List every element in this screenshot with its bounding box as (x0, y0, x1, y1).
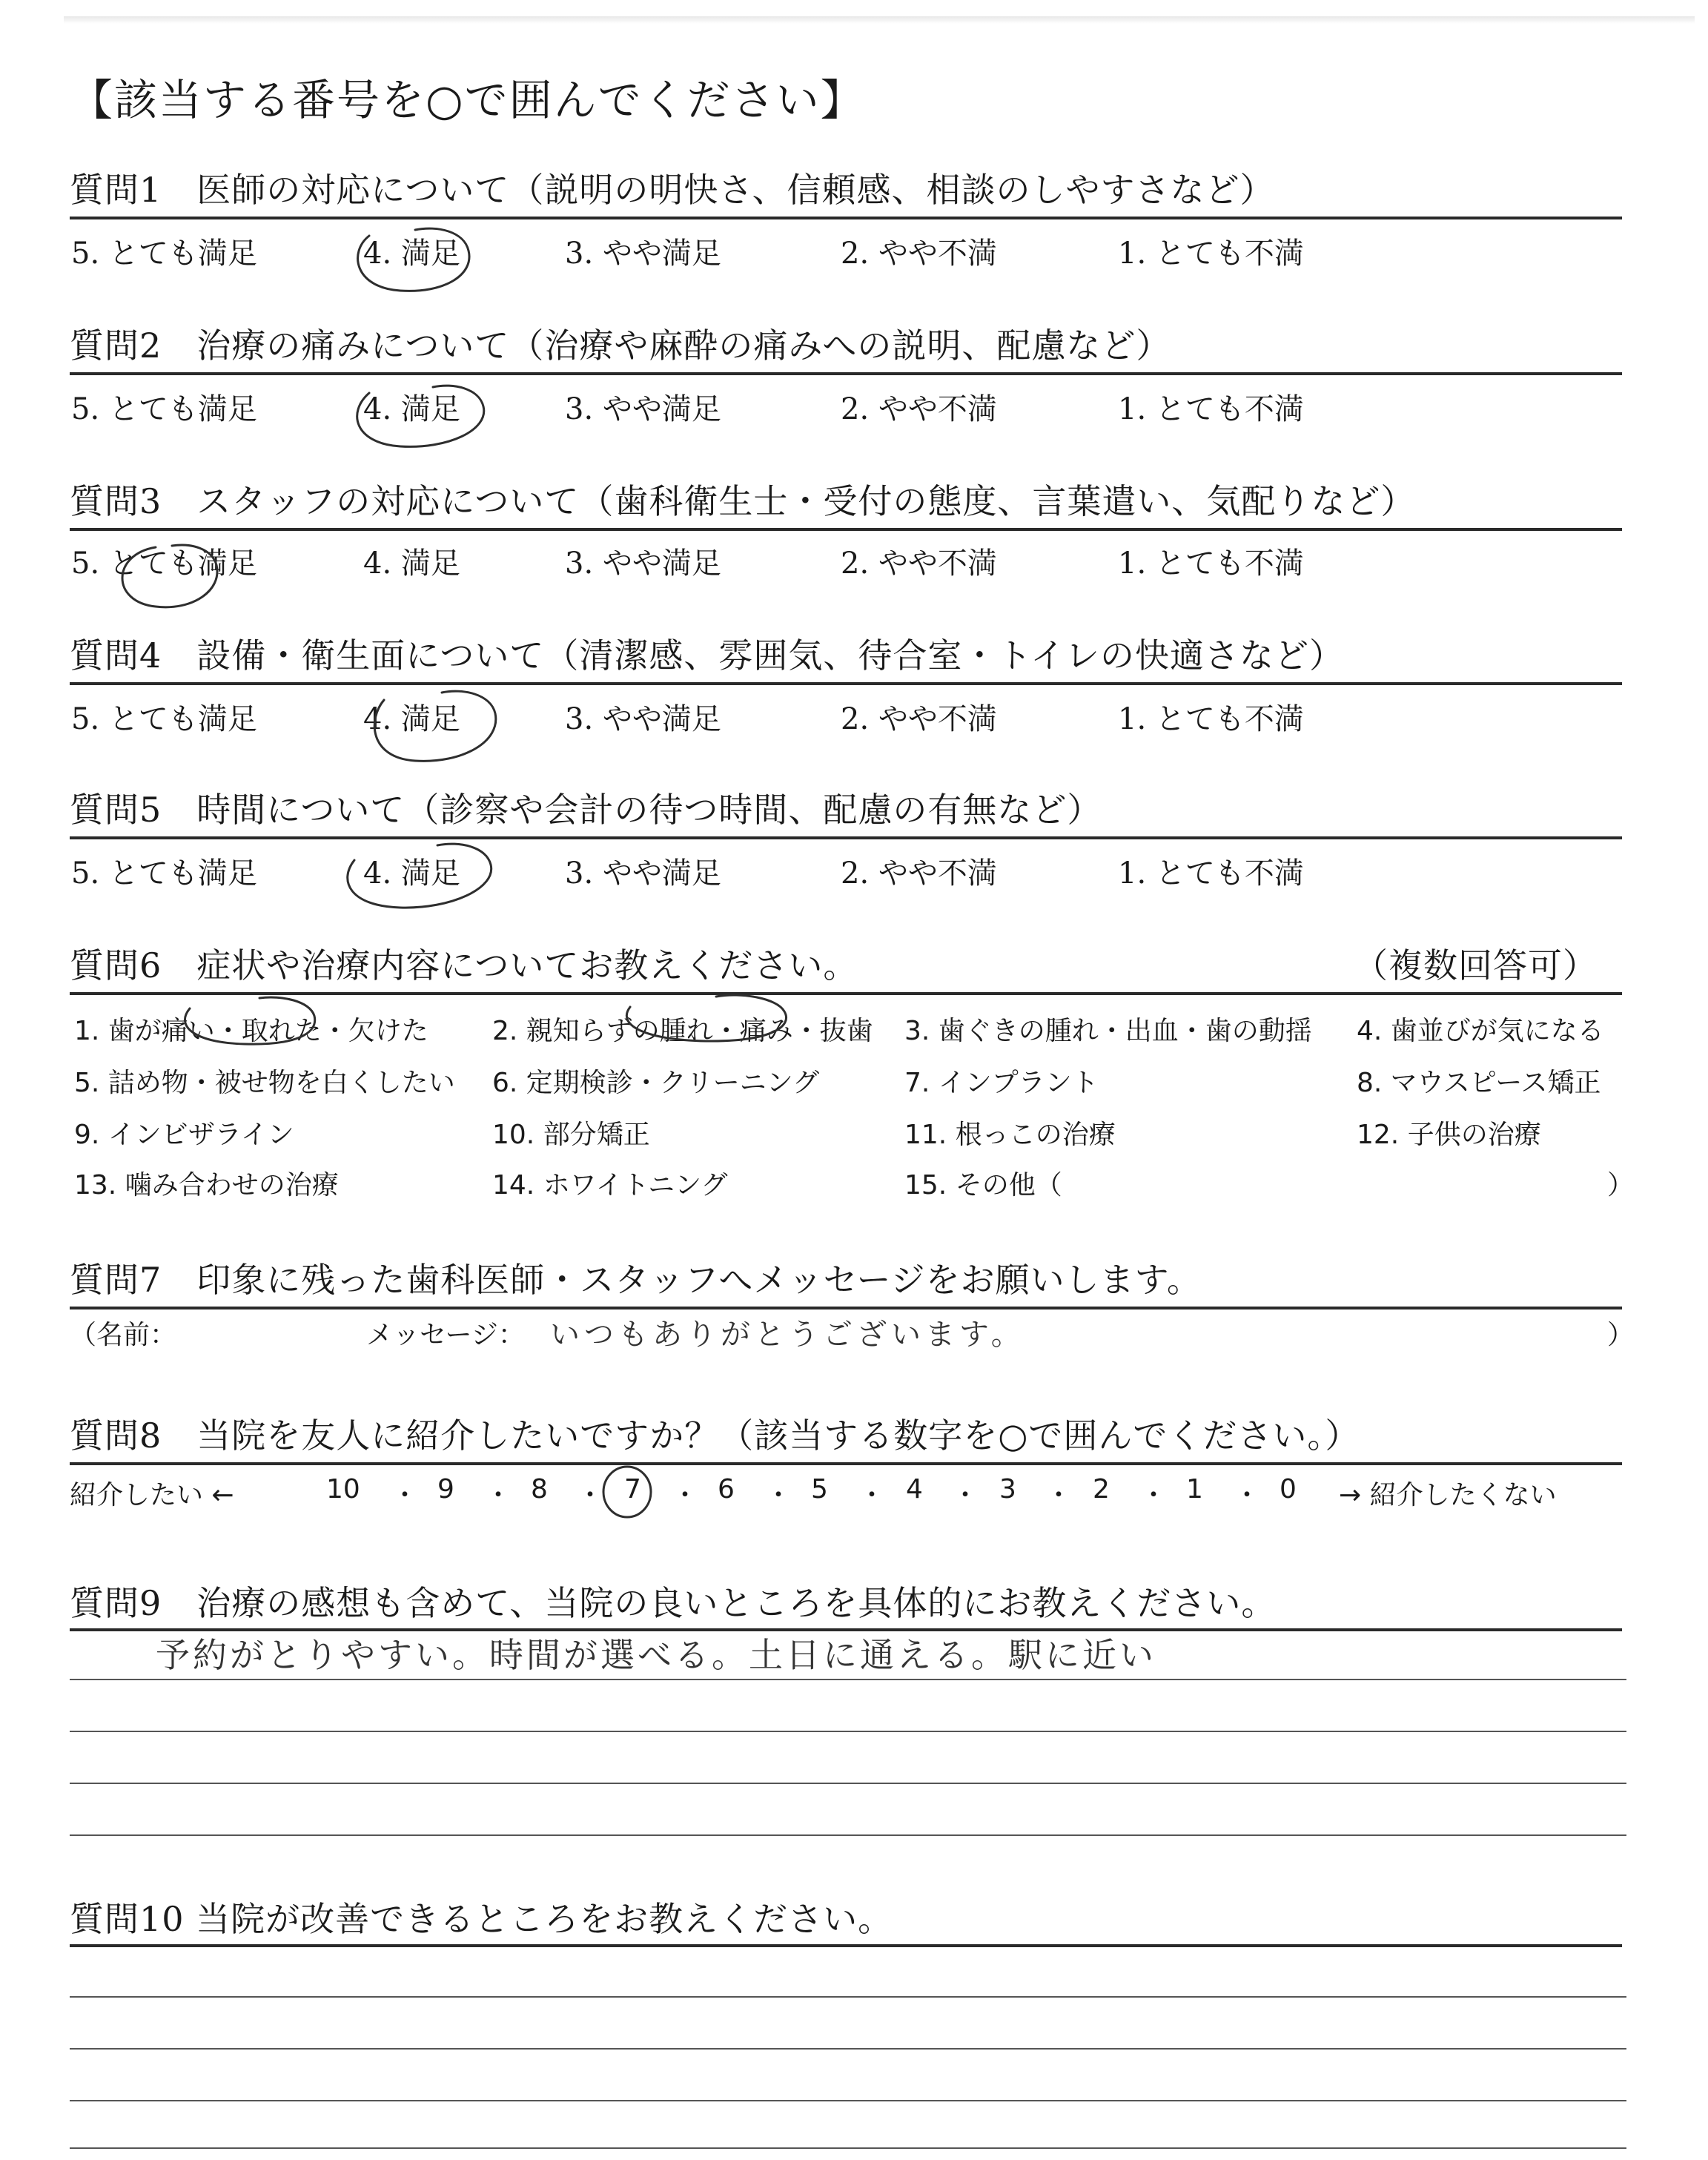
q8-scale-5[interactable]: 5 (811, 1474, 828, 1505)
q8-scale-7[interactable]: 7 (624, 1474, 641, 1505)
question-2-divider (70, 372, 1622, 375)
q8-scale-8[interactable]: 8 (531, 1474, 548, 1505)
q5-option-2[interactable]: 2. やや不満 (841, 856, 997, 891)
q8-separator: ・ (391, 1480, 419, 1510)
q8-separator: ・ (1045, 1480, 1073, 1510)
q6-item-15[interactable]: 15. その他（ (904, 1170, 1062, 1200)
q8-separator: ・ (672, 1480, 699, 1510)
question-5-divider (70, 836, 1622, 839)
q5-option-1[interactable]: 1. とても不満 (1118, 856, 1304, 891)
q4-option-5[interactable]: 5. とても満足 (71, 702, 257, 736)
q8-separator: ・ (1234, 1480, 1261, 1510)
q2-option-5[interactable]: 5. とても満足 (71, 392, 257, 426)
q8-separator: ・ (765, 1480, 792, 1510)
question-5-title: 質問5 時間について（診察や会計の待つ時間、配慮の有無など） (70, 790, 1102, 830)
q8-separator: ・ (577, 1480, 604, 1510)
form-heading: 【該当する番号を○で囲んでください】 (70, 75, 865, 125)
q8-separator: ・ (1140, 1480, 1168, 1510)
q10-answer-line (70, 1996, 1626, 1998)
q6-item-9[interactable]: 9. インビザライン (74, 1120, 294, 1150)
q6-item-3[interactable]: 3. 歯ぐきの腫れ・出血・歯の動揺 (904, 1016, 1312, 1046)
q8-scale-6[interactable]: 6 (718, 1474, 735, 1505)
question-2-title: 質問2 治療の痛みについて（治療や麻酔の痛みへの説明、配慮など） (70, 326, 1171, 366)
question-8-title: 質問8 当院を友人に紹介したいですか？（該当する数字を○で囲んでください。） (70, 1416, 1360, 1456)
q3-option-5[interactable]: 5. とても満足 (71, 546, 257, 581)
q6-item-5[interactable]: 5. 詰め物・被せ物を白くしたい (74, 1068, 455, 1098)
q4-option-2[interactable]: 2. やや不満 (841, 702, 997, 736)
q2-option-3[interactable]: 3. やや満足 (565, 392, 721, 426)
q1-option-2[interactable]: 2. やや不満 (841, 237, 997, 271)
question-4-divider (70, 682, 1622, 685)
q5-option-4[interactable]: 4. 満足 (363, 856, 460, 891)
q8-scale-2[interactable]: 2 (1093, 1474, 1110, 1505)
q10-answer-line (70, 2048, 1626, 2050)
question-9-title: 質問9 治療の感想も含めて、当院の良いところを具体的にお教えください。 (70, 1583, 1277, 1623)
q6-item-4[interactable]: 4. 歯並びが気になる (1357, 1016, 1604, 1046)
question-8-divider (70, 1462, 1622, 1465)
q6-item-8[interactable]: 8. マウスピース矯正 (1357, 1068, 1601, 1098)
q1-option-3[interactable]: 3. やや満足 (565, 237, 721, 271)
q10-answer-line (70, 2100, 1626, 2101)
q10-answer-line (70, 2147, 1626, 2149)
q8-left-label: 紹介したい ← (70, 1480, 234, 1510)
q8-scale-0[interactable]: 0 (1280, 1474, 1297, 1505)
q7-name-label: （名前： (70, 1320, 177, 1350)
q8-scale-3[interactable]: 3 (999, 1474, 1016, 1505)
q6-item-2[interactable]: 2. 親知らずの腫れ・痛み・抜歯 (492, 1016, 873, 1046)
question-3-title: 質問3 スタッフの対応について（歯科衛生士・受付の態度、言葉遣い、気配りなど） (70, 481, 1416, 521)
question-4-title: 質問4 設備・衛生面について（清潔感、雰囲気、待合室・トイレの快適さなど） (70, 635, 1345, 676)
q2-option-4[interactable]: 4. 満足 (363, 392, 460, 426)
q2-option-2[interactable]: 2. やや不満 (841, 392, 997, 426)
q7-message-value[interactable]: いつもありがとうございます。 (550, 1318, 1025, 1352)
question-10-title: 質問10 当院が改善できるところをお教えください。 (70, 1899, 893, 1939)
q8-separator: ・ (858, 1480, 886, 1510)
q8-scale-9[interactable]: 9 (437, 1474, 454, 1505)
q8-separator: ・ (485, 1480, 512, 1510)
q7-close-paren: ） (1607, 1320, 1635, 1350)
question-6-divider (70, 992, 1622, 995)
q1-option-4[interactable]: 4. 満足 (363, 237, 460, 271)
q9-answer-line (70, 1834, 1626, 1836)
question-3-divider (70, 528, 1622, 531)
q6-item-11[interactable]: 11. 根っこの治療 (904, 1120, 1116, 1150)
question-6-title: 質問6 症状や治療内容についてお教えください。 (70, 945, 858, 985)
q1-option-5[interactable]: 5. とても満足 (71, 237, 257, 271)
q8-separator: ・ (952, 1480, 979, 1510)
q6-item-7[interactable]: 7. インプラント (904, 1068, 1099, 1098)
q4-option-3[interactable]: 3. やや満足 (565, 702, 721, 736)
q5-option-5[interactable]: 5. とても満足 (71, 856, 257, 891)
question-1-divider (70, 217, 1622, 219)
q9-answer-line (70, 1679, 1626, 1680)
q3-option-4[interactable]: 4. 満足 (363, 546, 460, 581)
q9-answer[interactable]: 予約がとりやすい。時間が選べる。土日に通える。駅に近い (156, 1635, 1156, 1675)
q9-answer-line (70, 1731, 1626, 1732)
q3-option-3[interactable]: 3. やや満足 (565, 546, 721, 581)
q8-right-label: → 紹介したくない (1339, 1480, 1557, 1510)
question-1-title: 質問1 医師の対応について（説明の明快さ、信頼感、相談のしやすさなど） (70, 170, 1275, 210)
q8-scale-4[interactable]: 4 (906, 1474, 923, 1505)
q6-item-1[interactable]: 1. 歯が痛い・取れた・欠けた (74, 1016, 428, 1046)
question-7-title: 質問7 印象に残った歯科医師・スタッフへメッセージをお願いします。 (70, 1260, 1202, 1300)
q8-scale-10[interactable]: 10 (326, 1474, 360, 1505)
q6-item-14[interactable]: 14. ホワイトニング (492, 1170, 728, 1200)
q4-option-4[interactable]: 4. 満足 (363, 702, 460, 736)
q6-item-6[interactable]: 6. 定期検診・クリーニング (492, 1068, 820, 1098)
q6-item-15-close: ） (1607, 1170, 1635, 1200)
q7-message-label: メッセージ： (366, 1320, 525, 1350)
question-10-divider (70, 1944, 1622, 1947)
scan-edge-shadow (64, 16, 1695, 24)
q2-option-1[interactable]: 1. とても不満 (1118, 392, 1304, 426)
question-6-note: （複数回答可） (1354, 945, 1598, 985)
q5-option-3[interactable]: 3. やや満足 (565, 856, 721, 891)
question-7-divider (70, 1307, 1622, 1309)
q4-option-1[interactable]: 1. とても不満 (1118, 702, 1304, 736)
q3-option-1[interactable]: 1. とても不満 (1118, 546, 1304, 581)
q6-item-13[interactable]: 13. 噛み合わせの治療 (74, 1170, 339, 1200)
q3-option-2[interactable]: 2. やや不満 (841, 546, 997, 581)
q8-scale-1[interactable]: 1 (1186, 1474, 1203, 1505)
q9-answer-line (70, 1783, 1626, 1784)
q1-option-1[interactable]: 1. とても不満 (1118, 237, 1304, 271)
q6-item-10[interactable]: 10. 部分矯正 (492, 1120, 650, 1150)
q6-item-12[interactable]: 12. 子供の治療 (1357, 1120, 1541, 1150)
